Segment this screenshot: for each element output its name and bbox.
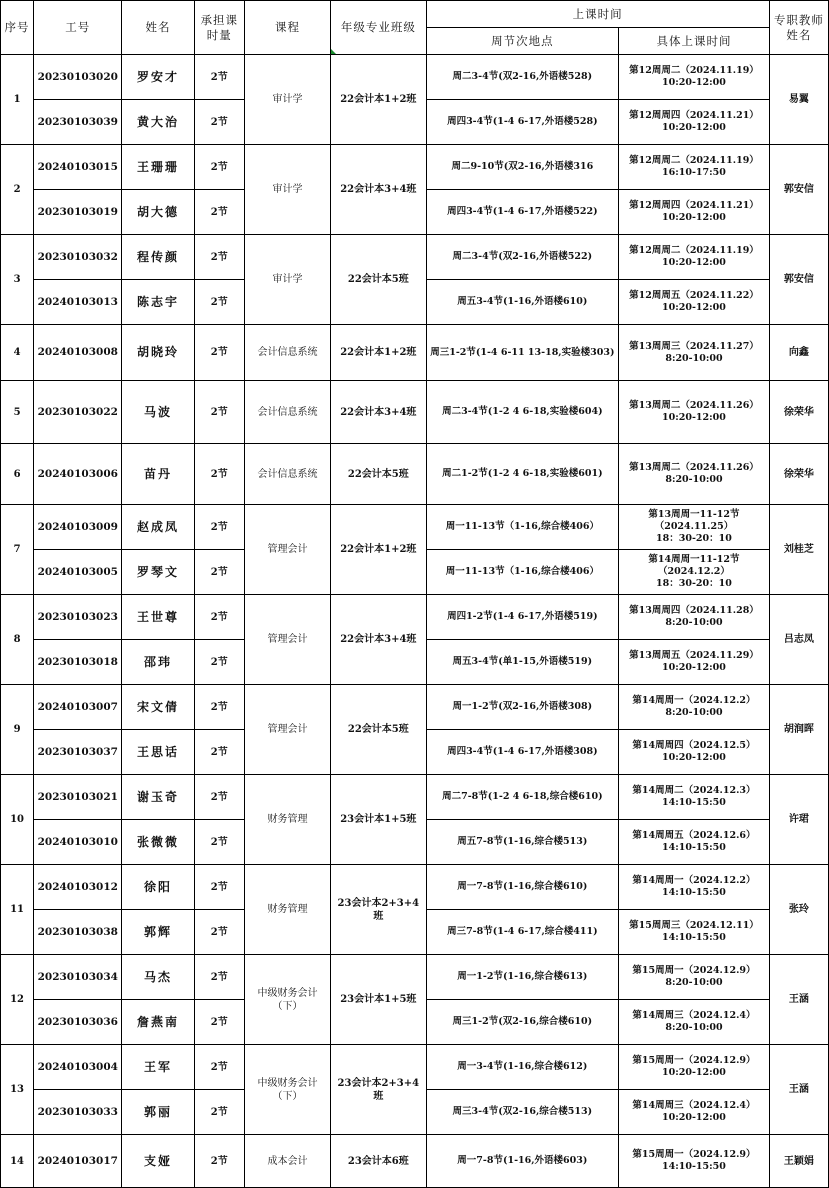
course-cell: 审计学 [244,235,330,325]
staff-id-cell: 20230103021 [34,775,122,820]
seq-cell: 5 [1,381,34,444]
teacher-cell: 王涵 [769,955,828,1045]
header-specific-time: 具体上课时间 [619,28,770,55]
time-line-1: 第12周周五（2024.11.22） [629,290,759,301]
time-line-2: 14:10-15:50 [662,842,726,853]
hours-cell: 2节 [194,325,244,381]
teacher-cell: 张玲 [769,865,828,955]
time-line-1: 第15周周一（2024.12.9） [632,965,756,976]
seq-cell: 10 [1,775,34,865]
hours-cell: 2节 [194,381,244,444]
seq-cell: 13 [1,1045,34,1135]
table-row [1,505,829,550]
name-cell: 罗琴文 [122,550,194,595]
time-line-2: 10:20-12:00 [662,412,726,423]
specific-time-cell [619,685,770,730]
staff-id-cell: 20240103004 [34,1045,122,1090]
slot-place-cell: 周一7-8节(1-16,综合楼610) [426,865,619,910]
name-cell: 赵成凤 [122,505,194,550]
slot-place-cell: 周一11-13节（1-16,综合楼406） [426,505,619,550]
staff-id-cell: 20230103018 [34,640,122,685]
slot-place-cell: 周三7-8节(1-4 6-17,综合楼411) [426,910,619,955]
course-cell: 会计信息系统 [244,444,330,505]
specific-time-cell [619,640,770,685]
header-course: 课程 [244,1,330,55]
time-line-2: 8:20-10:00 [665,352,723,364]
time-line-1: 第14周周一（2024.12.2） [632,695,756,706]
table-row [1,865,829,910]
time-line-1: 第13周周三（2024.11.27） [629,340,759,352]
class-cell: 22会计本5班 [331,444,426,505]
seq-cell: 3 [1,235,34,325]
name-cell: 黄大治 [122,100,194,145]
teacher-cell: 徐荣华 [769,381,828,444]
specific-time-cell [619,1090,770,1135]
name-cell: 张微微 [122,820,194,865]
name-cell: 罗安才 [122,55,194,100]
hours-cell: 2节 [194,190,244,235]
staff-id-cell: 20230103023 [34,595,122,640]
time-line-2: 10:20-12:00 [662,662,726,673]
hours-cell: 2节 [194,1000,244,1045]
header-hours: 承担课时量 [194,1,244,55]
hours-cell: 2节 [194,1135,244,1188]
table-row [1,325,829,381]
staff-id-cell: 20230103034 [34,955,122,1000]
slot-place-cell: 周一7-8节(1-16,外语楼603) [426,1135,619,1188]
specific-time-cell [619,1135,770,1188]
time-line-1: 第12周周二（2024.11.19） [629,245,759,256]
slot-place-cell: 周二3-4节(双2-16,外语楼522) [426,235,619,280]
time-line-2: 8:20-10:00 [665,1022,723,1033]
time-line-2: （2024.11.25） [654,521,734,532]
staff-id-cell: 20240103015 [34,145,122,190]
name-cell: 宋文倩 [122,685,194,730]
name-cell: 谢玉奇 [122,775,194,820]
slot-place-cell: 周二7-8节(1-2 4 6-18,综合楼610) [426,775,619,820]
slot-place-cell: 周五7-8节(1-16,综合楼513) [426,820,619,865]
time-line-2: 8:20-10:00 [665,977,723,988]
time-line-1: 第12周周二（2024.11.19） [629,155,759,166]
header-time-group: 上课时间 [426,1,769,28]
teacher-cell: 许珺 [769,775,828,865]
slot-place-cell: 周四3-4节(1-4 6-17,外语楼528) [426,100,619,145]
specific-time-cell [619,1000,770,1045]
teacher-cell: 向鑫 [769,325,828,381]
specific-time-cell [619,550,770,595]
slot-place-cell: 周一11-13节（1-16,综合楼406） [426,550,619,595]
time-line-3: 18：30-20：10 [656,578,732,589]
class-cell: 23会计本1+5班 [331,955,426,1045]
specific-time-cell [619,55,770,100]
time-line-1: 第13周周四（2024.11.28） [629,605,759,616]
time-line-2: 8:20-10:00 [665,617,723,628]
specific-time-cell [619,775,770,820]
staff-id-cell: 20230103022 [34,381,122,444]
table-row [1,685,829,730]
name-cell: 胡大德 [122,190,194,235]
staff-id-cell: 20240103010 [34,820,122,865]
specific-time-cell [619,865,770,910]
time-line-2: 8:20-10:00 [665,707,723,718]
specific-time-cell [619,325,770,381]
hours-cell: 2节 [194,685,244,730]
hours-cell: 2节 [194,444,244,505]
table-row [1,235,829,280]
staff-id-cell: 20240103013 [34,280,122,325]
table-row [1,381,829,444]
time-line-1: 第15周周一（2024.12.9） [632,1149,756,1160]
specific-time-cell [619,280,770,325]
staff-id-cell: 20230103037 [34,730,122,775]
specific-time-cell [619,955,770,1000]
staff-id-cell: 20240103017 [34,1135,122,1188]
time-line-1: 第14周周一（2024.12.2） [632,875,756,886]
time-line-2: （2024.12.2） [658,566,730,577]
name-cell: 马杰 [122,955,194,1000]
time-line-1: 第12周周四（2024.11.21） [629,200,759,211]
class-cell: 23会计本1+5班 [331,775,426,865]
hours-cell: 2节 [194,865,244,910]
hours-cell: 2节 [194,280,244,325]
hours-cell: 2节 [194,1045,244,1090]
time-line-2: 10:20-12:00 [662,122,726,133]
time-line-1: 第13周周五（2024.11.29） [629,650,759,661]
time-line-2: 14:10-15:50 [662,797,726,808]
staff-id-cell: 20240103008 [34,325,122,381]
time-line-2: 8:20-10:00 [665,474,723,485]
staff-id-cell: 20230103019 [34,190,122,235]
name-cell: 詹燕南 [122,1000,194,1045]
hours-cell: 2节 [194,640,244,685]
hours-cell: 2节 [194,505,244,550]
table-row [1,595,829,640]
class-cell: 22会计本3+4班 [331,145,426,235]
class-cell: 22会计本5班 [331,235,426,325]
class-cell: 22会计本5班 [331,685,426,775]
slot-place-cell: 周五3-4节(1-16,外语楼610) [426,280,619,325]
name-cell: 王军 [122,1045,194,1090]
seq-cell: 14 [1,1135,34,1188]
specific-time-cell [619,235,770,280]
time-line-1: 第12周周四（2024.11.21） [629,110,759,121]
specific-time-cell [619,505,770,550]
seq-cell: 6 [1,444,34,505]
time-line-3: 18：30-20：10 [656,533,732,544]
slot-place-cell: 周二3-4节(双2-16,外语楼528) [426,55,619,100]
time-line-2: 16:10-17:50 [662,167,726,178]
course-cell: 中级财务会计（下） [244,1045,330,1135]
time-line-2: 14:10-15:50 [662,932,726,943]
course-cell: 财务管理 [244,865,330,955]
staff-id-cell: 20240103006 [34,444,122,505]
name-cell: 邵玮 [122,640,194,685]
time-line-1: 第12周周二（2024.11.19） [629,65,759,76]
seq-cell: 12 [1,955,34,1045]
table-body [1,55,829,1188]
staff-id-cell: 20230103020 [34,55,122,100]
table-row [1,775,829,820]
staff-id-cell: 20230103032 [34,235,122,280]
slot-place-cell: 周三1-2节(双2-16,综合楼610) [426,1000,619,1045]
time-line-1: 第13周周一11-12节 [648,509,740,520]
specific-time-cell [619,910,770,955]
seq-cell: 2 [1,145,34,235]
teacher-cell: 郭安信 [769,235,828,325]
header-class: 年级专业班级 [331,1,426,55]
slot-place-cell: 周一1-2节(1-16,综合楼613) [426,955,619,1000]
course-cell: 会计信息系统 [244,325,330,381]
time-line-2: 10:20-12:00 [662,752,726,763]
time-line-1: 第14周周三（2024.12.4） [632,1010,756,1021]
class-cell: 23会计本2+3+4班 [331,1045,426,1135]
specific-time-cell [619,190,770,235]
teacher-cell: 郭安信 [769,145,828,235]
slot-place-cell: 周二1-2节(1-2 4 6-18,实验楼601) [426,444,619,505]
name-cell: 郭丽 [122,1090,194,1135]
teacher-cell: 徐荣华 [769,444,828,505]
name-cell: 王思话 [122,730,194,775]
specific-time-cell [619,730,770,775]
time-line-1: 第15周周一（2024.12.9） [632,1055,756,1066]
name-cell: 徐阳 [122,865,194,910]
hours-cell: 2节 [194,1090,244,1135]
name-cell: 陈志宇 [122,280,194,325]
hours-cell: 2节 [194,820,244,865]
course-cell: 财务管理 [244,775,330,865]
course-cell: 成本会计 [244,1135,330,1188]
staff-id-cell: 20240103009 [34,505,122,550]
staff-id-cell: 20240103012 [34,865,122,910]
staff-id-cell: 20230103038 [34,910,122,955]
seq-cell: 11 [1,865,34,955]
name-cell: 程传颜 [122,235,194,280]
time-line-1: 第13周周二（2024.11.26） [629,462,759,473]
slot-place-cell: 周二9-10节(双2-16,外语楼316 [426,145,619,190]
hours-cell: 2节 [194,145,244,190]
staff-id-cell: 20230103039 [34,100,122,145]
table-row [1,955,829,1000]
name-cell: 马波 [122,381,194,444]
seq-cell: 8 [1,595,34,685]
time-line-2: 14:10-15:50 [662,887,726,898]
header-teacher: 专职教师姓名 [769,1,828,55]
course-cell: 中级财务会计（下） [244,955,330,1045]
slot-place-cell: 周一1-2节(双2-16,外语楼308) [426,685,619,730]
course-cell: 审计学 [244,55,330,145]
specific-time-cell [619,1045,770,1090]
time-line-2: 10:20-12:00 [662,1112,726,1123]
teacher-cell: 易翼 [769,55,828,145]
class-cell: 23会计本2+3+4班 [331,865,426,955]
hours-cell: 2节 [194,55,244,100]
staff-id-cell: 20240103007 [34,685,122,730]
course-cell: 管理会计 [244,595,330,685]
staff-id-cell: 20240103005 [34,550,122,595]
specific-time-cell [619,444,770,505]
seq-cell: 1 [1,55,34,145]
time-line-1: 第14周周五（2024.12.6） [632,830,756,841]
time-line-2: 14:10-15:50 [662,1161,726,1172]
time-line-1: 第14周周二（2024.12.3） [632,785,756,796]
time-line-2: 10:20-12:00 [662,77,726,88]
slot-place-cell: 周四3-4节(1-4 6-17,外语楼308) [426,730,619,775]
teacher-cell: 胡润晖 [769,685,828,775]
course-cell: 会计信息系统 [244,381,330,444]
time-line-1: 第14周周一11-12节 [648,554,740,565]
class-cell: 22会计本1+2班 [331,325,426,381]
specific-time-cell [619,820,770,865]
time-line-1: 第14周周三（2024.12.4） [632,1100,756,1111]
slot-place-cell: 周一3-4节(1-16,综合楼612) [426,1045,619,1090]
seq-cell: 9 [1,685,34,775]
hours-cell: 2节 [194,775,244,820]
time-line-1: 第14周周四（2024.12.5） [632,740,756,751]
hours-cell: 2节 [194,550,244,595]
seq-cell: 4 [1,325,34,381]
specific-time-cell [619,145,770,190]
course-cell: 管理会计 [244,685,330,775]
teacher-cell: 王颖娟 [769,1135,828,1188]
hours-cell: 2节 [194,955,244,1000]
class-cell: 23会计本6班 [331,1135,426,1188]
hours-cell: 2节 [194,100,244,145]
slot-place-cell: 周四3-4节(1-4 6-17,外语楼522) [426,190,619,235]
staff-id-cell: 20230103033 [34,1090,122,1135]
name-cell: 王珊珊 [122,145,194,190]
table-row [1,1045,829,1090]
name-cell: 苗丹 [122,444,194,505]
header-staff-id: 工号 [34,1,122,55]
header-seq: 序号 [1,1,34,55]
specific-time-cell [619,100,770,145]
hours-cell: 2节 [194,730,244,775]
header-week-slot-place: 周节次地点 [426,28,619,55]
teacher-cell: 王涵 [769,1045,828,1135]
table-row [1,145,829,190]
seq-cell: 7 [1,505,34,595]
class-cell: 22会计本1+2班 [331,505,426,595]
time-line-1: 第15周周三（2024.12.11） [629,920,759,931]
class-cell: 22会计本1+2班 [331,55,426,145]
table-row [1,1135,829,1188]
slot-place-cell: 周三3-4节(双2-16,综合楼513) [426,1090,619,1135]
course-cell: 管理会计 [244,505,330,595]
teacher-cell: 吕志凤 [769,595,828,685]
time-line-2: 10:20-12:00 [662,302,726,313]
name-cell: 支娅 [122,1135,194,1188]
specific-time-cell [619,381,770,444]
hours-cell: 2节 [194,910,244,955]
table-row [1,444,829,505]
table-header [1,1,829,55]
staff-id-cell: 20230103036 [34,1000,122,1045]
specific-time-cell [619,595,770,640]
course-cell: 审计学 [244,145,330,235]
slot-place-cell: 周五3-4节(单1-15,外语楼519) [426,640,619,685]
name-cell: 胡晓玲 [122,325,194,381]
slot-place-cell: 周四1-2节(1-4 6-17,外语楼519) [426,595,619,640]
name-cell: 郭辉 [122,910,194,955]
time-line-2: 10:20-12:00 [662,1067,726,1078]
class-cell: 22会计本3+4班 [331,595,426,685]
time-line-2: 10:20-12:00 [662,257,726,268]
header-name: 姓名 [122,1,194,55]
hours-cell: 2节 [194,235,244,280]
teacher-cell: 刘桂芝 [769,505,828,595]
name-cell: 王世尊 [122,595,194,640]
hours-cell: 2节 [194,595,244,640]
slot-place-cell: 周三1-2节(1-4 6-11 13-18,实验楼303) [426,325,619,381]
class-cell: 22会计本3+4班 [331,381,426,444]
time-line-1: 第13周周二（2024.11.26） [629,400,759,411]
table-row [1,55,829,100]
slot-place-cell: 周二3-4节(1-2 4 6-18,实验楼604) [426,381,619,444]
time-line-2: 10:20-12:00 [662,212,726,223]
